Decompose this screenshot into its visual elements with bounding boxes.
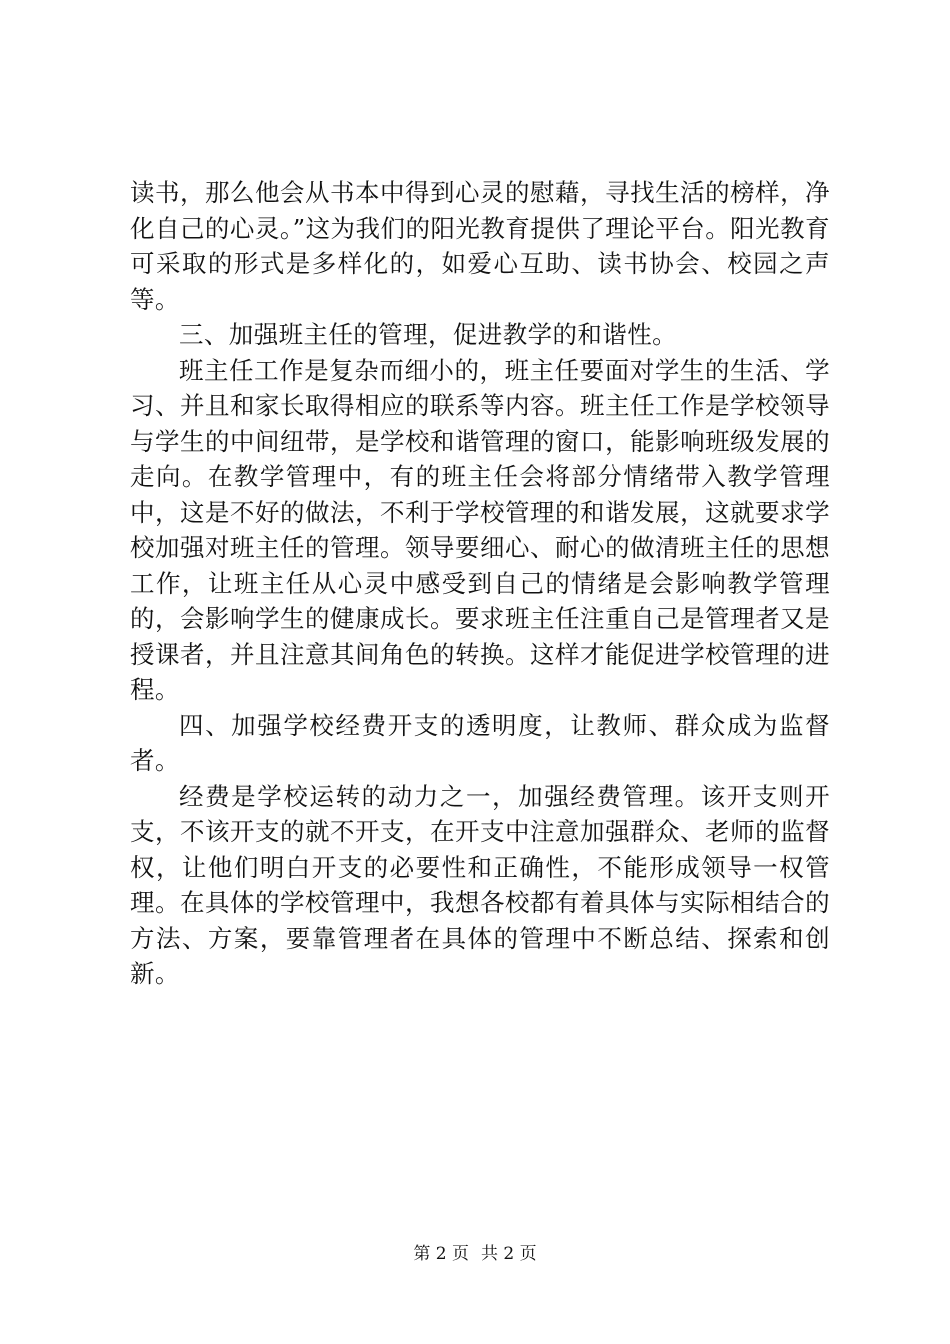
paragraph-class-teacher: 班主任工作是复杂而细小的，班主任要面对学生的生活、学习、并且和家长取得相应的联系等内容。班主任工作是学校领导与学生的中间纽带，是学校和谐管理的窗口，能影响班级发展的走向。在教学管理中，有的班主任会将部分情绪带入教学管理中，这是不好的做法，不利于学校管理的和谐发展，这就要求学校加强对班主任的管理。领导要细心、耐心的做清班主任的思想工作，让班主任从心灵中感受到自己的情绪是会影响教学管理的，会影响学生的健康成长。要求班主任注重自己是管理者又是授课者，并且注意其间角色的转换。这样才能促进学校管理的进程。 <box>130 355 830 704</box>
page-total: 共 2 页 <box>481 1244 537 1264</box>
document-body <box>130 175 830 992</box>
paragraph-funding: 经费是学校运转的动力之一，加强经费管理。该开支则开支，不该开支的就不开支，在开支中注意加强群众、老师的监督权，让他们明白开支的必要性和正确性，不能形成领导一权管理。在具体的学校管理中，我想各校都有着具体与实际相结合的方法、方案，要靠管理者在具体的管理中不断总结、探索和创新。 <box>130 781 830 988</box>
page-footer <box>0 1243 950 1265</box>
paragraph-continued: 读书，那么他会从书本中得到心灵的慰藉，寻找生活的榜样，净化自己的心灵。”这为我们的阳光教育提供了理论平台。阳光教育可采取的形式是多样化的，如爱心互助、读书协会、校园之声等。 <box>130 178 830 314</box>
page-number: 第 2 页 <box>413 1244 469 1264</box>
section-heading-3: 三、加强班主任的管理，促进教学的和谐性。 <box>179 320 677 349</box>
section-heading-4: 四、加强学校经费开支的透明度，让教师、群众成为监督者。 <box>130 710 830 775</box>
